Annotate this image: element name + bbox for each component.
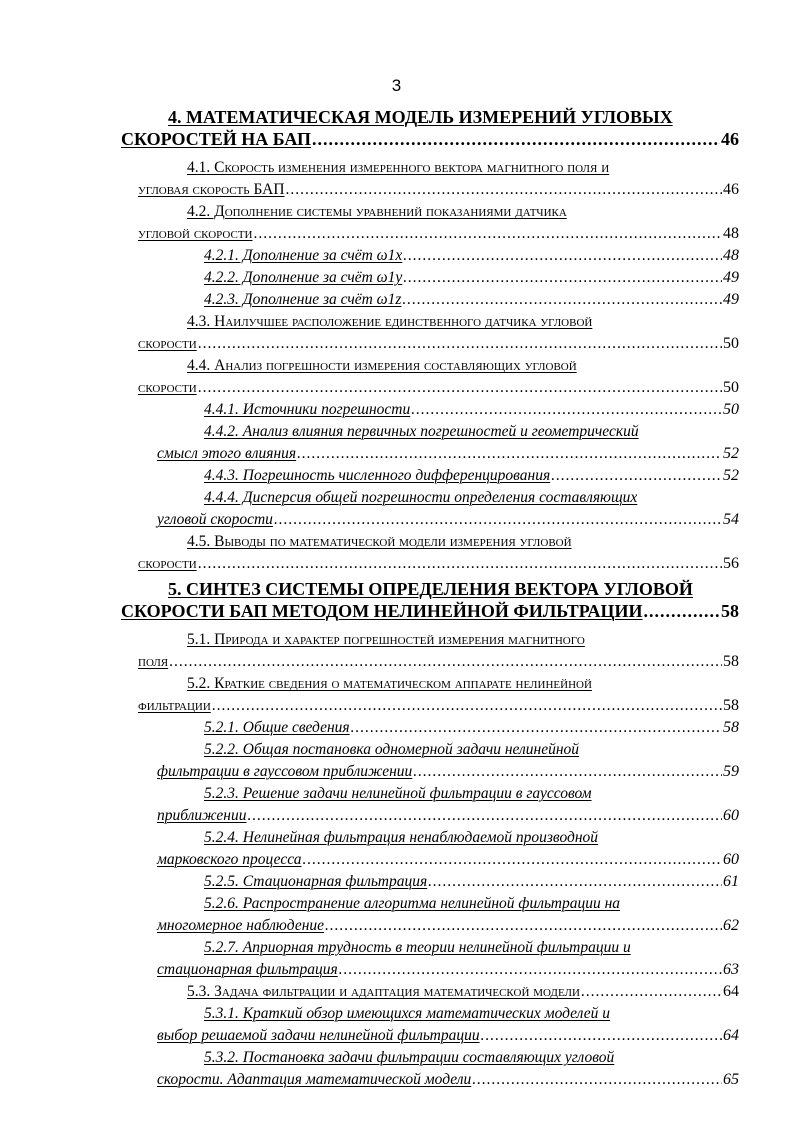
toc-page: 50 bbox=[723, 401, 739, 418]
toc-line: стационарная фильтрация bbox=[157, 961, 338, 978]
toc-line: СКОРОСТИ БАП МЕТОДОМ НЕЛИНЕЙНОЙ ФИЛЬТРАЦИИ bbox=[121, 601, 643, 621]
toc-page: 48 bbox=[723, 225, 739, 242]
leader-dots bbox=[413, 764, 722, 780]
leader-dots bbox=[286, 182, 722, 198]
toc-page: 54 bbox=[723, 511, 739, 528]
toc-line: 4.4.4. Дисперсия общей погрешности определения составляющих bbox=[204, 489, 638, 506]
toc-page: 49 bbox=[723, 269, 739, 286]
toc-line: угловая скорость БАП bbox=[138, 181, 285, 198]
leader-dots bbox=[198, 556, 722, 572]
toc-line: скорости bbox=[138, 555, 197, 572]
toc-line: 4.3. Наилучшее расположение единственного датчика угловой bbox=[187, 313, 593, 330]
toc-line: 4.4.2. Анализ влияния первичных погрешностей и геометрический bbox=[204, 423, 639, 440]
toc-line: 5.3. Задача фильтрации и адаптация математической модели bbox=[187, 983, 580, 1000]
toc-line: приближении bbox=[157, 807, 247, 824]
toc-line: 5.2.4. Нелинейная фильтрация ненаблюдаемой производной bbox=[204, 829, 599, 846]
toc-line: 5.2.2. Общая постановка одномерной задачи нелинейной bbox=[204, 741, 580, 758]
toc-line: 4.1. Скорость изменения измеренного вектора магнитного поля и bbox=[187, 159, 610, 176]
toc-line: поля bbox=[138, 653, 169, 670]
toc-line: фильтрации в гауссовом приближении bbox=[157, 763, 413, 780]
toc-line: 5.2.5. Стационарная фильтрация bbox=[204, 873, 428, 890]
toc-page: 58 bbox=[723, 653, 739, 670]
toc-page: 58 bbox=[723, 719, 739, 736]
leader-dots bbox=[169, 654, 722, 670]
leader-dots bbox=[428, 874, 722, 890]
toc-line: 4.2.1. Дополнение за счёт ω1x bbox=[204, 247, 403, 264]
leader-dots bbox=[297, 446, 722, 462]
toc-page: 64 bbox=[723, 1027, 739, 1044]
toc-line: 4.4.1. Источники погрешности bbox=[204, 401, 411, 418]
toc-line: 5.2.6. Распространение алгоритма нелинейной фильтрации на bbox=[204, 895, 621, 912]
leader-dots bbox=[247, 808, 722, 824]
toc-line: 4.2. Дополнение системы уравнений показаниями датчика bbox=[187, 203, 567, 220]
toc-line: 4.2.2. Дополнение за счёт ω1y bbox=[204, 269, 403, 286]
leader-dots bbox=[581, 984, 722, 1000]
leader-dots bbox=[351, 720, 722, 736]
toc-line: марковского процесса bbox=[157, 851, 302, 868]
toc-page: 62 bbox=[723, 917, 739, 934]
leader-dots bbox=[551, 468, 722, 484]
leader-dots bbox=[402, 292, 722, 308]
leader-dots bbox=[212, 698, 722, 714]
toc-page: 48 bbox=[723, 247, 739, 264]
leader-dots bbox=[411, 402, 722, 418]
leader-dots bbox=[325, 918, 722, 934]
toc-page: 52 bbox=[723, 467, 739, 484]
leader-dots bbox=[254, 226, 723, 242]
toc-line: 4.5. Выводы по математической модели измерения угловой bbox=[187, 533, 572, 550]
leader-dots bbox=[312, 130, 720, 148]
toc-line: многомерное наблюдение bbox=[157, 917, 325, 934]
toc-line: 4.4. Анализ погрешности измерения составляющих угловой bbox=[187, 357, 577, 374]
toc-line: 5.1. Природа и характер погрешностей измерения магнитного bbox=[187, 631, 585, 648]
toc-page: 58 bbox=[723, 697, 739, 714]
toc-line: 5. СИНТЕЗ СИСТЕМЫ ОПРЕДЕЛЕНИЯ ВЕКТОРА УГЛОВОЙ bbox=[168, 579, 693, 599]
toc-page: 46 bbox=[723, 181, 739, 198]
toc-page: 65 bbox=[723, 1071, 739, 1088]
toc-line: смысл этого влияния bbox=[157, 445, 297, 462]
toc-line: 5.2.7. Априорная трудность в теории нелинейной фильтрации и bbox=[204, 939, 631, 956]
leader-dots bbox=[472, 1072, 722, 1088]
toc-line: 5.2.3. Решение задачи нелинейной фильтрации в гауссовом bbox=[204, 785, 592, 802]
toc-line: 4. МАТЕМАТИЧЕСКАЯ МОДЕЛЬ ИЗМЕРЕНИЙ УГЛОВЫХ bbox=[168, 107, 673, 127]
toc-page: 58 bbox=[721, 601, 739, 621]
leader-dots bbox=[198, 380, 722, 396]
toc-line: 4.4.3. Погрешность численного дифференцирования bbox=[204, 467, 551, 484]
toc-line: скорости bbox=[138, 379, 197, 396]
leader-dots bbox=[339, 962, 722, 978]
leader-dots bbox=[644, 602, 721, 620]
toc-page: 52 bbox=[723, 445, 739, 462]
toc-page: 64 bbox=[723, 983, 739, 1000]
toc-page: 61 bbox=[723, 873, 739, 890]
toc-line: скорости. Адаптация математической модели bbox=[157, 1071, 472, 1088]
toc-line: СКОРОСТЕЙ НА БАП bbox=[121, 129, 311, 149]
leader-dots bbox=[198, 336, 722, 352]
toc-page: 50 bbox=[723, 335, 739, 352]
toc-line: скорости bbox=[138, 335, 197, 352]
toc-line: выбор решаемой задачи нелинейной фильтрации bbox=[157, 1027, 480, 1044]
leader-dots bbox=[403, 248, 722, 264]
page-number: 3 bbox=[391, 76, 402, 95]
toc-line: угловой скорости bbox=[138, 225, 253, 242]
toc-line: фильтрации bbox=[138, 697, 211, 714]
leader-dots bbox=[403, 270, 722, 286]
toc-page: 60 bbox=[723, 807, 739, 824]
toc-page: 63 bbox=[723, 961, 739, 978]
toc-page: 49 bbox=[723, 291, 739, 308]
toc-line: 5.2.1. Общие сведения bbox=[204, 719, 350, 736]
toc-page: 60 bbox=[723, 851, 739, 868]
toc-page: 46 bbox=[721, 129, 739, 149]
toc-line: 5.2. Краткие сведения о математическом аппарате нелинейной bbox=[187, 675, 592, 692]
toc-line: 5.3.2. Постановка задачи фильтрации составляющих угловой bbox=[204, 1049, 615, 1066]
leader-dots bbox=[274, 512, 722, 528]
toc-line: 5.3.1. Краткий обзор имеющихся математических моделей и bbox=[204, 1005, 611, 1022]
leader-dots bbox=[481, 1028, 722, 1044]
toc-page: 59 bbox=[723, 763, 739, 780]
toc-page: 50 bbox=[723, 379, 739, 396]
leader-dots bbox=[302, 852, 722, 868]
toc-line: 4.2.3. Дополнение за счёт ω1z bbox=[204, 291, 402, 308]
toc-line: угловой скорости bbox=[157, 511, 273, 528]
toc-page: 56 bbox=[723, 555, 739, 572]
